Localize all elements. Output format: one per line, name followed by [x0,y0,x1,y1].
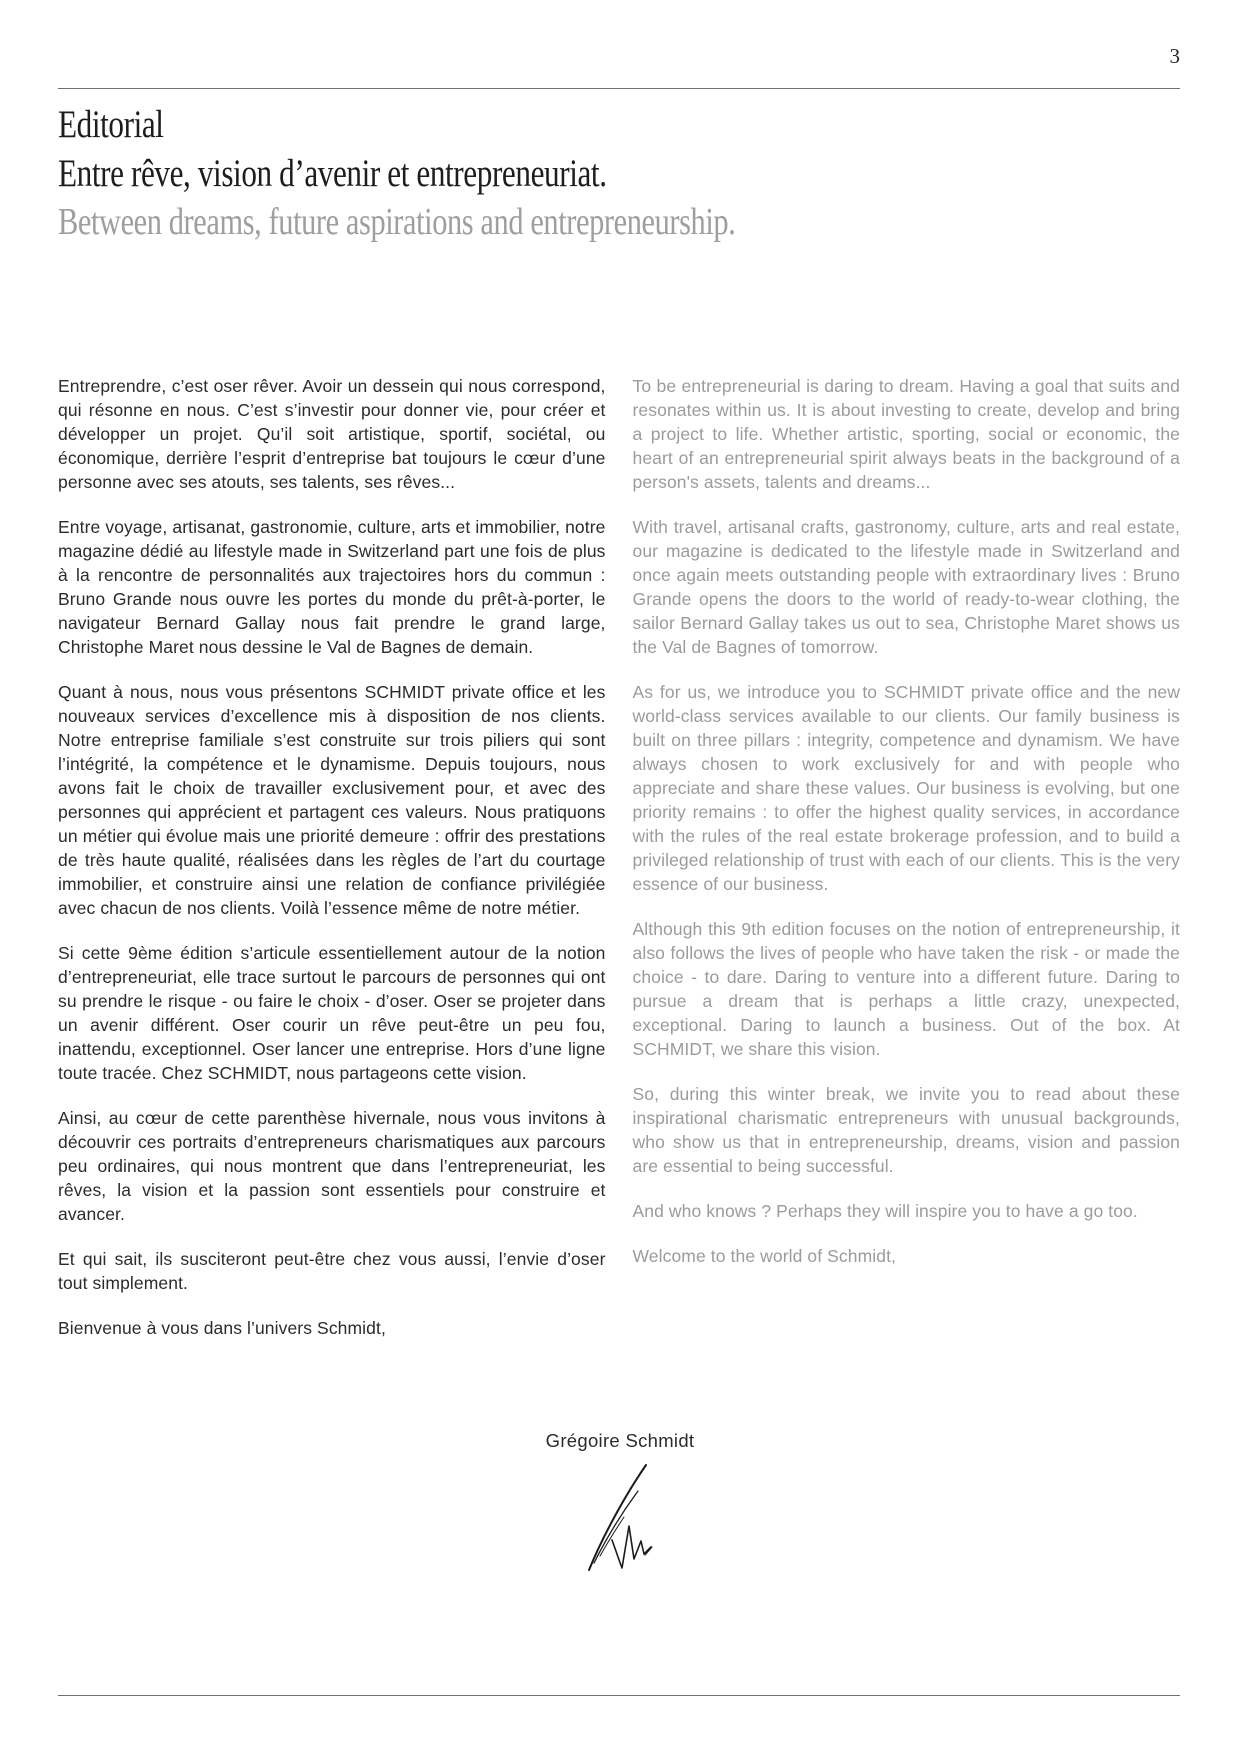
article-title-french-text: Entre rêve, vision d’avenir et entrepreneuriat. [58,152,607,195]
english-column [633,374,1181,1361]
page-number: 3 [1169,44,1180,68]
paragraph: And who knows ? Perhaps they will inspire you to have a go too. [632,1201,1138,1221]
paragraph: To be entrepreneurial is daring to dream. Having a goal that suits and resonates within us. It is about investing to create, develop and bring a project to life. Whether artistic, sporting, social or economic, the heart of an entrepreneurial spirit always beats in the background of a person's assets, talents and dreams... [632,376,1180,492]
masthead [58,100,905,247]
paragraph: Entre voyage, artisanat, gastronomie, culture, arts et immobilier, notre magazine dédié au lifestyle made in Switzerland part une fois de plus à la rencontre de personnalités aux trajectoires hors du commun : Bruno Grande nous ouvre les portes du monde du prêt-à-porter, le navigateur Bernard Gallay nous fait prendre le grand large, Christophe Maret nous dessine le Val de Bagnes de demain. [58,517,606,657]
french-column [58,374,606,1361]
article-title-french [58,149,905,198]
handwritten-signature [579,1460,661,1574]
article-body [58,374,1180,1361]
paragraph: Entreprendre, c’est oser rêver. Avoir un dessein qui nous correspond, qui résonne en nous. C’est s’investir pour donner vie, pour créer et développer un projet. Qu’il soit artistique, sportif, sociétal, ou économique, derrière l’esprit d’entreprise bat toujours le cœur d’une personne avec ses atouts, ses talents, ses rêves... [58,376,606,492]
article-title-english-text: Between dreams, future aspirations and entrepreneurship. [58,201,736,243]
paragraph: Bienvenue à vous dans l’univers Schmidt, [58,1318,386,1338]
top-divider [58,88,1180,89]
paragraph: Although this 9th edition focuses on the notion of entrepreneurship, it also follows the lives of people who have taken the risk - or made the choice - to dare. Daring to venture into a different future. Daring to pursue a dream that is perhaps a little crazy, unexpected, exceptional. Daring to launch a business. Out of the box. At SCHMIDT, we share this vision. [632,919,1180,1059]
paragraph: As for us, we introduce you to SCHMIDT private office and the new world-class services available to our clients. Our family business is built on three pillars : integrity, competence and dynamism. We have always chosen to work exclusively for and with people who appreciate and share these values. Our business is evolving, but one priority remains : to offer the highest quality services, in accordance with the rules of the real estate brokerage profession, and to build a privileged relationship of trust with each of our clients. This is the very essence of our business. [632,682,1180,894]
paragraph: Et qui sait, ils susciteront peut-être chez vous aussi, l’envie d’oser tout simplement. [58,1249,606,1293]
section-title-text: Editorial [58,103,164,146]
bottom-divider [58,1695,1180,1696]
section-title [58,100,905,149]
paragraph: With travel, artisanal crafts, gastronomy, culture, arts and real estate, our magazine is dedicated to the lifestyle made in Switzerland and once again meets outstanding people with extraordinary lives : Bruno Grande opens the doors to the world of ready-to-wear clothing, the sailor Bernard Gallay takes us out to sea, Christophe Maret shows us the Val de Bagnes of tomorrow. [632,517,1180,657]
paragraph: Welcome to the world of Schmidt, [632,1246,897,1266]
signature-block [0,1430,1240,1574]
paragraph: Si cette 9ème édition s’articule essentiellement autour de la notion d’entrepreneuriat, elle trace surtout le parcours de personnes qui ont su prendre le risque - ou faire le choix - d’oser. Oser se projeter dans un avenir différent. Oser courir un rêve peut-être un peu fou, inattendu, exceptionnel. Oser lancer une entreprise. Hors d’une ligne toute tracée. Chez SCHMIDT, nous partageons cette vision. [58,943,606,1083]
paragraph: Ainsi, au cœur de cette parenthèse hivernale, nous vous invitons à découvrir ces portraits d’entrepreneurs charismatiques aux parcours peu ordinaires, qui nous montrent que dans l’entrepreneuriat, les rêves, la vision et la passion sont essentiels pour construire et avancer. [58,1108,606,1224]
paragraph: So, during this winter break, we invite you to read about these inspirational charismatic entrepreneurs with unusual backgrounds, who show us that in entrepreneurship, dreams, vision and passion are essential to being successful. [632,1084,1180,1176]
article-title-english [58,198,905,247]
paragraph: Quant à nous, nous vous présentons SCHMIDT private office et les nouveaux services d’excellence mis à disposition de nos clients. Notre entreprise familiale s’est construite sur trois piliers qui sont l’intégrité, la compétence et le dynamisme. Depuis toujours, nous avons fait le choix de travailler exclusivement pour, et avec des personnes qui apprécient et partagent ces valeurs. Nous pratiquons un métier qui évolue mais une priorité demeure : offrir des prestations de très haute qualité, réalisées dans les règles de l’art du courtage immobilier, et construire ainsi une relation de confiance privilégiée avec chacun de nos clients. Voilà l’essence même de notre métier. [58,682,606,918]
signature-name: Grégoire Schmidt [545,1430,695,1451]
